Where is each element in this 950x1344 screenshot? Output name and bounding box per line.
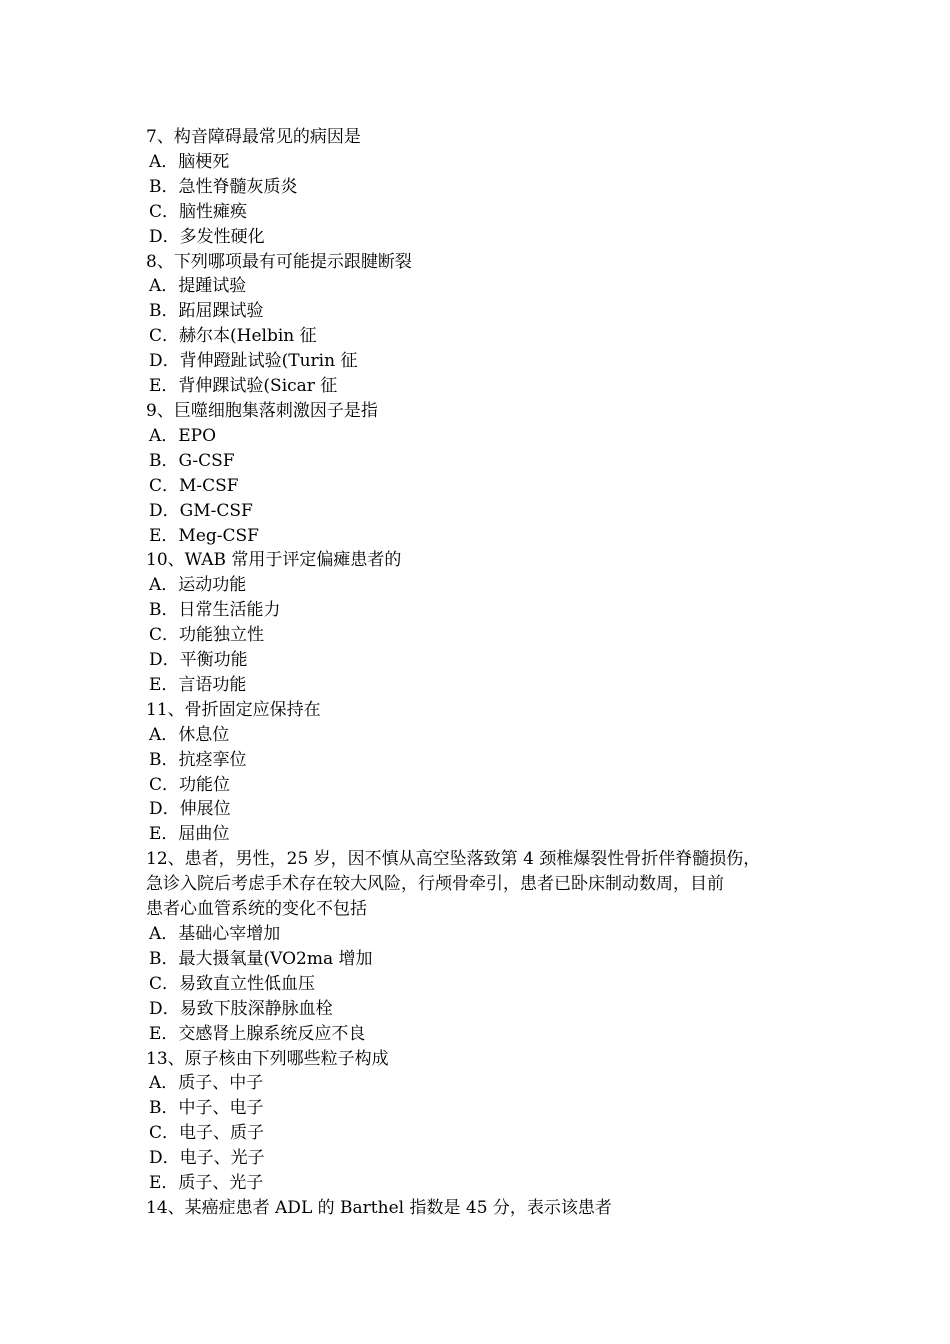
- question-block: [146, 548, 826, 697]
- answer-option: B．日常生活能力: [149, 600, 281, 621]
- question-stem: 13、原子核由下列哪些粒子构成: [146, 1048, 389, 1069]
- answer-option: B．中子、电子: [149, 1098, 264, 1119]
- answer-option: D．多发性硬化: [149, 226, 265, 247]
- answer-option: A．脑梗死: [149, 151, 230, 172]
- question-stem: 14、某癌症患者 ADL 的 Barthel 指数是 45 分，表示该患者: [146, 1197, 612, 1218]
- answer-option: B．最大摄氧量(VO2ma 增加: [149, 948, 373, 969]
- answer-option: D．伸展位: [149, 799, 231, 820]
- question-block: [146, 1196, 826, 1221]
- question-stem: 急诊入院后考虑手术存在较大风险，行颅骨牵引，患者已卧床制动数周，目前: [146, 874, 724, 895]
- answer-option: E．背伸踝试验(Sicar 征: [149, 376, 338, 397]
- answer-option: A．质子、中子: [149, 1073, 264, 1094]
- question-stem: 7、构音障碍最常见的病因是: [146, 127, 361, 147]
- answer-option: B．G-CSF: [149, 450, 235, 471]
- answer-option: B．急性脊髓灰质炎: [149, 176, 298, 197]
- answer-option: C．赫尔本(Helbin 征: [149, 326, 317, 347]
- question-stem: 患者心血管系统的变化不包括: [146, 899, 367, 920]
- answer-option: E．质子、光子: [149, 1173, 264, 1194]
- question-block: [146, 399, 826, 548]
- answer-option: A．运动功能: [149, 575, 247, 596]
- question-block: [146, 698, 826, 847]
- answer-option: D．平衡功能: [149, 650, 248, 671]
- answer-option: D．电子、光子: [149, 1148, 265, 1169]
- question-block: [146, 847, 826, 1046]
- answer-option: C．脑性瘫痪: [149, 201, 248, 222]
- answer-option: B．抗痉挛位: [149, 749, 247, 770]
- answer-option: C．M-CSF: [149, 475, 239, 496]
- answer-option: C．电子、质子: [149, 1123, 265, 1144]
- question-stem: 10、WAB 常用于评定偏瘫患者的: [146, 550, 402, 571]
- answer-option: C．功能独立性: [149, 625, 265, 646]
- question-list: [146, 125, 826, 1221]
- answer-option: E．Meg-CSF: [149, 525, 259, 546]
- answer-option: B．跖屈踝试验: [149, 301, 264, 322]
- question-stem: 11、骨折固定应保持在: [146, 699, 321, 720]
- answer-option: C．易致直立性低血压: [149, 973, 316, 994]
- question-stem: 8、下列哪项最有可能提示跟腱断裂: [146, 251, 412, 272]
- question-stem: 9、巨噬细胞集落刺激因子是指: [146, 400, 378, 421]
- answer-option: E．交感肾上腺系统反应不良: [149, 1023, 366, 1044]
- answer-option: D．背伸蹬趾试验(Turin 征: [149, 351, 358, 372]
- question-block: [146, 250, 826, 399]
- answer-option: E．屈曲位: [149, 824, 230, 845]
- answer-option: A．基础心宰增加: [149, 924, 281, 944]
- answer-option: D．GM-CSF: [149, 500, 253, 521]
- question-block: [146, 125, 826, 250]
- answer-option: A．EPO: [149, 425, 217, 446]
- answer-option: E．言语功能: [149, 674, 247, 695]
- answer-option: A．提踵试验: [149, 276, 247, 297]
- answer-option: A．休息位: [149, 724, 230, 745]
- answer-option: D．易致下肢深静脉血栓: [149, 998, 333, 1019]
- answer-option: C．功能位: [149, 774, 231, 795]
- question-block: [146, 1047, 826, 1196]
- question-stem: 12、患者，男性，25 岁，因不慎从高空坠落致第 4 颈椎爆裂性骨折伴脊髓损伤，: [146, 849, 761, 870]
